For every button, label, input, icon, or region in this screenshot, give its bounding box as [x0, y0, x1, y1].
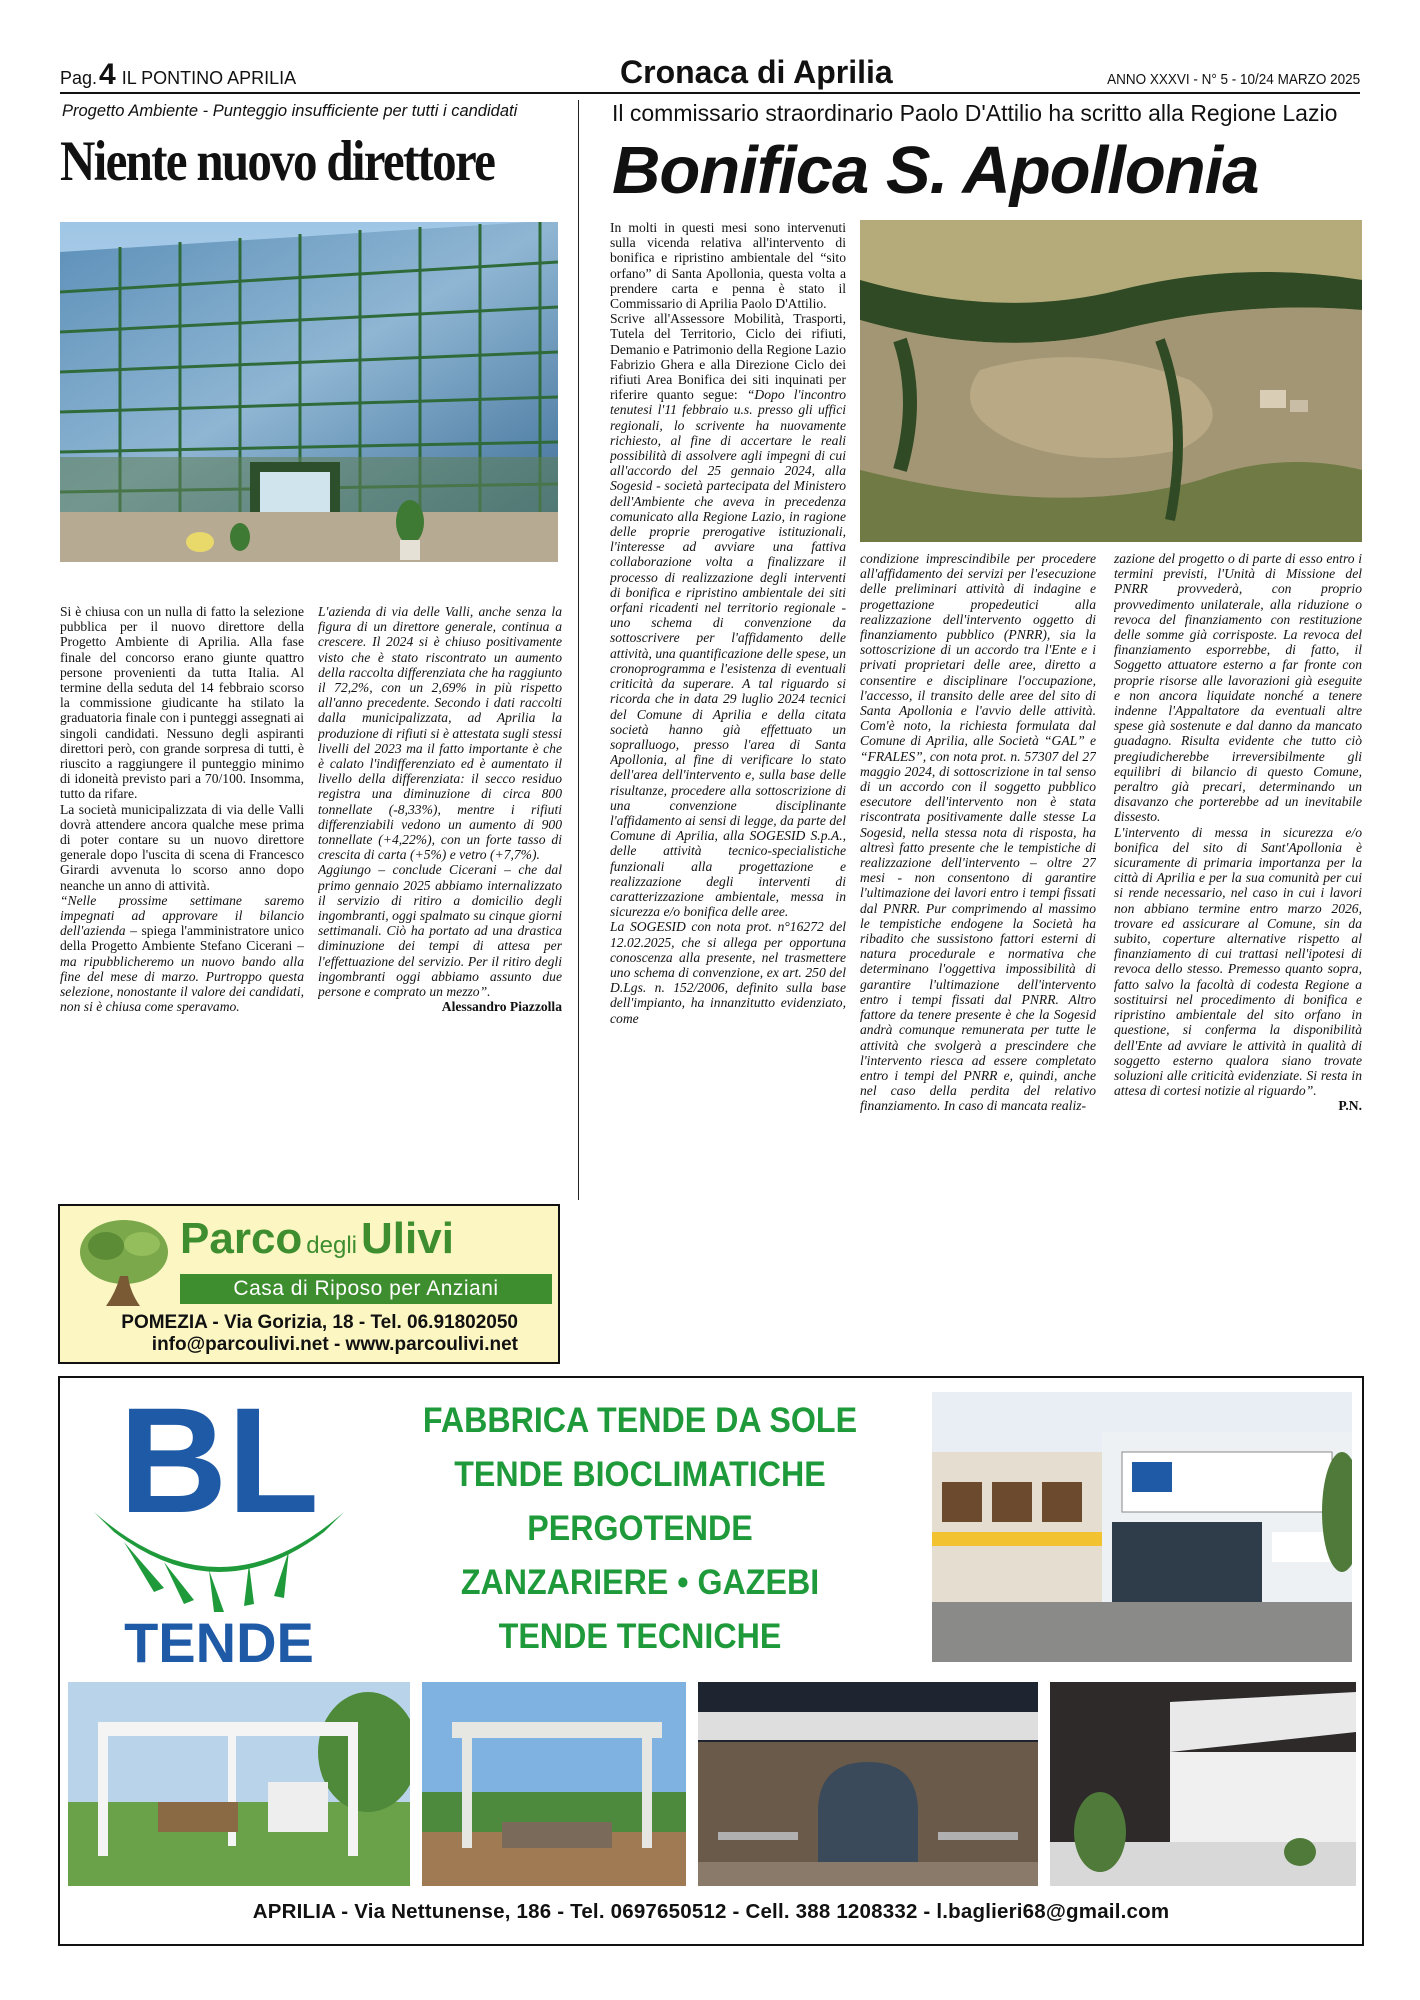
pergola-photo-1 [68, 1682, 410, 1886]
paragraph: In molti in questi mesi sono intervenuti sulla vicenda relativa all'intervento di bonifica e ripristino ambientale del “sito orfano” di Santa Apollonia, questa volta a prendere carta e penna è stato il Commissario di Aprilia Paolo D'Attilio. [610, 220, 846, 312]
paragraph: condizione imprescindibile per procedere all'affidamento dei servizi per l'esecuzione delle preliminari attività di indagine e progettazione propedeutici alla realizzazione dell'intervento oggetto di finanziamento pubblico (PNRR), sia la sottoscrizione di un accordo tra l'Ente e i privati proprietari delle aree, diretto a consentire e disciplinare l'occupazione, l'accesso, il transito delle aree del sito di Santa Apollonia e l'avvio delle attività. Com'è noto, la richiesta formulata dal Comune di Aprilia, alle Società “GAL” e “FRALES”, con nota prot. n. 57307 del 27 maggio 2024, di sottoscrizione in tal senso di un accordo con il soggetto pubblico esecutore dell'intervento non è stata riscontrata positivamente dalle stesse La Sogesid, nella stessa nota di risposta, ha altresì fatto presente che le tempistiche di realizzazione dell'intervento – oltre 27 mesi - non consentono di garantire l'ultimazione dei lavori entro i tempi fissati dal PNRR. Pur comprimendo al massimo le tempistiche endogene la Società ha ribadito che sussistono fattori esterni di natura procedurale e normativa che determinano l'oggettiva impossibilità di garantire l'ultimazione dell'intervento entro i tempi fissati dal PNRR. Altro fattore da tenere presente è che la Sogesid andrà comunque remunerata per tutte le attività che svolgerà a prescindere che l'intervento riesca ad essere completato entro i tempi del PNRR e, quindi, anche nel caso della perdita del relativo finanziamento. In caso di mancata realiz- [860, 551, 1096, 1114]
page-number: 4 [99, 58, 116, 91]
issue-info: ANNO XXXVI - N° 5 - 10/24 MARZO 2025 [1107, 71, 1360, 88]
product-line: FABBRICA TENDE DA SOLE [422, 1401, 858, 1440]
awning-photo-3 [698, 1682, 1038, 1886]
product-line: ZANZARIERE • GAZEBI [460, 1563, 820, 1602]
author-signature: P.N. [1338, 1098, 1362, 1114]
page-header [60, 54, 1360, 94]
paragraph: zazione del progetto o di parte di esso entro i termini previsti, l'Unità di Missione del PNRR provvederà, con proprio provvedimento unilaterale, alla riduzione o revoca del finanziamento con restituzione delle somme già corrisposte. La revoca del finanziamento esporrebbe, di fatto, il Soggetto attuatore esterno a far fronte con proprie risorse alle lavorazioni già eseguite e non ancora liquidate nonché a tenere indenne l'Appaltatore da eventuali altre spese già sostenute e dal danno da mancato guadagno. Risulta evidente che tutto ciò pregiudicherebbe irreversibilmente gli equilibri di bilancio di questo Comune, peraltro già precari, determinando un disavanzo che porterebbe ad un inevitabile dissesto. [1114, 551, 1362, 825]
office-building-photo [60, 222, 558, 562]
bl-logo-letters: BL [119, 1392, 319, 1544]
olive-tree-icon [76, 1216, 172, 1308]
left-article-column-1 [60, 604, 304, 1196]
left-article-column-2 [318, 604, 562, 1196]
parco-address: POMEZIA - Via Gorizia, 18 - Tel. 06.91802050 [121, 1312, 518, 1333]
right-article-column-2 [860, 551, 1096, 1360]
product-line: TENDE BIOCLIMATICHE [454, 1455, 826, 1494]
product-line: PERGOTENDE [527, 1509, 753, 1548]
parco-web[interactable]: info@parcoulivi.net - www.parcoulivi.net [151, 1334, 518, 1355]
bl-product-list [382, 1394, 897, 1664]
bl-tende-ad[interactable] [58, 1376, 1364, 1946]
author-signature: Alessandro Piazzolla [441, 999, 562, 1015]
paragraph: L'intervento di messa in sicurezza e/o bonifica del sito di Sant'Apollonia è sicuramente di primaria importanza per la città di Aprilia e per la sua comunità per cui si rende necessario, nel caso in cui i lavori non abbiano termine entro marzo 2026, trovare ed assicurare al Comune, sin da subito, coperture alternative rispetto al finanziamento di cui trattasi nell'ipotesi di revoca dello stesso. Premesso quanto sopra, fatto salvo la facoltà di codesta Regione a sostituirsi nel procedimento di bonifica e ripristino ambientale del sito orfano in questione, si conferma la disponibilità dell'Ente ad avviare le attività in qualità di soggetto esterno qualora siano trovate soluzioni alle criticità evidenziate. Si resta in attesa di cortesi notizie al riguardo”. [1114, 824, 1362, 1099]
parco-degli-ulivi-ad[interactable] [58, 1204, 560, 1364]
paragraph: Si è chiusa con un nulla di fatto la selezione pubblica per il nuovo direttore della Progetto Ambiente di Aprilia. Alla fase finale del concorso erano giunte quattro persone provenienti da tutta Italia. Al termine della seduta del 14 febbraio scorso la commissione giudicante ha stilato la graduatoria finale con i punteggi assegnati ai singoli candidati. Nessuno degli aspiranti direttori però, con grande sorpresa di tutti, è riuscito a raggiungere il punteggio minimo di idoneità previsto pari a 70/100. Insomma, tutto da rifare. [60, 604, 304, 802]
parco-name: Parco degliUlivi [180, 1214, 454, 1263]
paragraph: L'azienda di via delle Valli, anche senza la figura di un direttore generale, continua a crescere. Il 2024 si è chiuso positivamente visto che è stato riscontrato un aumento della raccolta differenziata che ha raggiunto il 72,2%, con un 2,69% in più rispetto all'anno precedente. Secondo i dati raccolti dalla municipalizzata, ad Aprilia la produzione di rifiuti si è attestata sugli stessi livelli del 2023 ma il fatto importante è che è calato l'indifferenziato ed è aumentato il livello della differenziata: il secco residuo registra una diminuzione di circa 800 tonnellate (-8,33%), mentre i rifiuti differenziabili vedono un aumento di 900 tonnellate (+4,22%), con un forte tasso di crescita di carta (+5%) e vetro (+7,7%). [318, 604, 562, 863]
bl-contacts[interactable]: APRILIA - Via Nettunense, 186 - Tel. 0697650512 - Cell. 388 1208332 - l.baglieri68@gmail.com [252, 1900, 1170, 1923]
paper-name: IL PONTINO APRILIA [121, 68, 297, 88]
paragraph: Aggiungo – conclude Cicerani – che dal primo gennaio 2025 abbiamo internalizzato il servizio di ritiro a domicilio degli ingombranti, oggi spalmato su cinque giorni settimanali. Ciò ha portato ad una drastica diminuzione dei tempi di attesa per l'effettuazione del servizio. Per il ritiro degli ingombranti oggi abbiamo assunto due persone e comprato un mezzo”. [318, 862, 562, 1000]
right-kicker: Il commissario straordinario Paolo D'Attilio ha scritto alla Regione Lazio [612, 100, 1338, 126]
right-headline: Bonifica S. Apollonia [612, 133, 1259, 208]
paragraph: “Nelle prossime settimane saremo impegnati ad approvare il bilancio dell'azienda – spiega l'amministratore unico della Progetto Ambiente Stefano Cicerani – ma ripubblicheremo un nuovo bando alla fine del mese di marzo. Purtroppo questa selezione, nonostante il valore dei candidati, non si è chiusa come speravamo. [60, 892, 304, 1015]
right-article-column-1 [610, 220, 846, 1360]
right-article-column-3 [1114, 551, 1362, 1360]
bl-tende-logo [84, 1392, 354, 1672]
product-line: TENDE TECNICHE [498, 1617, 782, 1656]
pergola-photo-2 [422, 1682, 686, 1886]
left-kicker: Progetto Ambiente - Punteggio insufficiente per tutti i candidati [62, 102, 518, 120]
left-headline: Niente nuovo direttore [60, 130, 495, 193]
paragraph: Scrive all'Assessore Mobilità, Trasporti, Tutela del Territorio, Ciclo dei rifiuti, Demanio e Patrimonio della Regione Lazio Fabrizio Ghera e alla Direzione Ciclo dei rifiuti Area Bonifica dei siti inquinati per riferire quanto segue: “Dopo l'incontro tenutesi l'11 febbraio u.s. presso gli uffici regionali, lo scrivente ha nuovamente richiesto, al fine di accertare le reali possibilità di assolvere agli impegni di cui all'accordo del 25 gennaio 2024, alla Sogesid - società partecipata del Ministero dell'Ambiente che aveva in precedenza comunicato alla Regione Lazio, in ragione delle proprie prerogative istituzionali, l'interesse ad avviare una fattiva collaborazione volta a finalizzare il processo di realizzazione degli interventi di bonifica e ripristino ambientale dei siti orfani ricadenti nel territorio regionale - uno schema di convenzione da sottoscrivere per l'affidamento delle attività, una quantificazione delle spese, un cronoprogramma e l'esistenza di eventuali criticità da superare. A tal riguardo si ricorda che in data 29 luglio 2024 tecnici del Comune di Aprilia e della citata società hanno già effettuato un sopralluogo, presso l'area di Santa Apollonia, al fine di verificare lo stato dell'area dell'intervento e, sulla base delle risultanze, procedere alla sottoscrizione di una convenzione disciplinante l'affidamento ai sensi di legge, da parte del Comune di Aprilia, alla SOGESID S.p.A., delle attività tecnico-specialistiche funzionali alla progettazione e realizzazione degli interventi di caratterizzazione ambientale, messa in sicurezza e/o bonifica delle aree. [610, 311, 846, 920]
page-prefix: Pag. [60, 68, 98, 88]
parco-tagline: Casa di Riposo per Anziani [180, 1274, 552, 1304]
parco-contacts [60, 1312, 558, 1356]
page-label [60, 58, 297, 91]
column-divider [578, 100, 579, 1200]
section-title: Cronaca di Aprilia [620, 54, 893, 90]
bl-logo-tende: TENDE [124, 1611, 314, 1672]
paragraph: La società municipalizzata di via delle Valli dovrà attendere ancora qualche mese prima di poter contare su un nuovo direttore generale dopo l'uscita di scena di Francesco Girardi avvenuta lo scorso anno dopo neanche un anno di attività. [60, 801, 304, 893]
pergola-photo-4 [1050, 1682, 1356, 1886]
aerial-site-photo [860, 220, 1362, 542]
store-building-photo [932, 1392, 1352, 1662]
paragraph: La SOGESID con nota prot. n°16272 del 12.02.2025, che si allega per opportuna conoscenza alla presente, nel trasmettere uno schema di convenzione, ex art. 250 del D.Lgs. n. 152/2006, definito sulla base dell'impianto, ha innanzitutto evidenziato, come [610, 919, 846, 1026]
